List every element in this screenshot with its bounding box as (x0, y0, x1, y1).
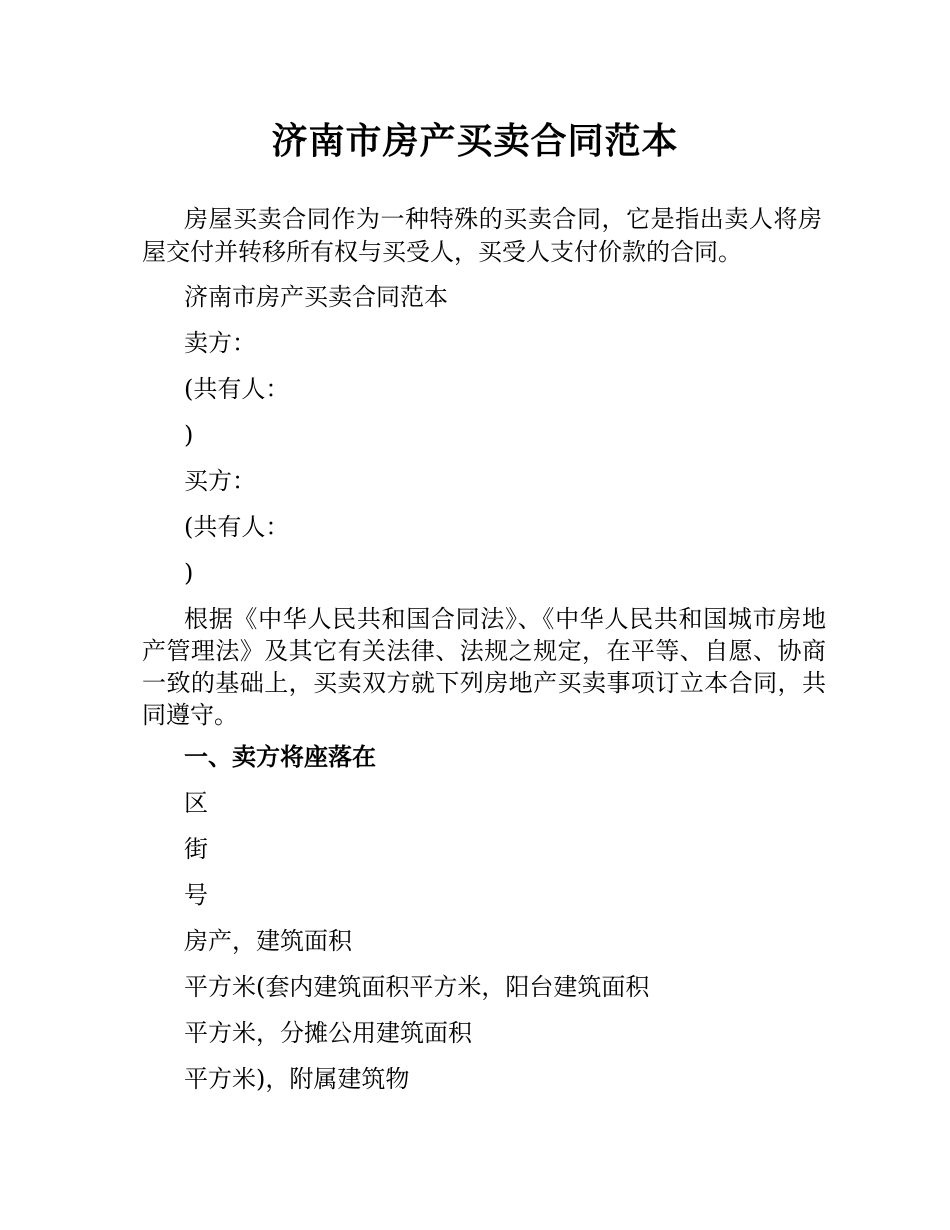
section-1-line: 街 (184, 835, 208, 863)
seller-coowner-label: (共有人： (184, 375, 290, 403)
contract-subtitle: 济南市房产买卖合同范本 (184, 283, 448, 311)
intro-paragraph: 房屋买卖合同作为一种特殊的买卖合同，它是指出卖人将房屋交付并转移所有权与买受人，买受人支付价款的合同。 (142, 205, 822, 266)
seller-coowner-close: ) (184, 421, 194, 449)
section-1-line: 房产，建筑面积 (184, 927, 352, 955)
section-1-line: 平方米，分摊公用建筑面积 (184, 1019, 472, 1047)
section-1-line: 号 (184, 881, 208, 909)
section-1-line: 区 (184, 789, 208, 817)
section-1-line: 平方米)，附属建筑物 (184, 1065, 410, 1093)
buyer-label: 买方： (184, 467, 256, 495)
document-title: 济南市房产买卖合同范本 (271, 121, 679, 162)
section-1-line: 平方米(套内建筑面积平方米，阳台建筑面积 (184, 973, 650, 1001)
buyer-coowner-close: ) (184, 559, 194, 587)
buyer-coowner-label: (共有人： (184, 513, 290, 541)
legal-basis-paragraph: 根据《中华人民共和国合同法》、《中华人民共和国城市房地产管理法》及其它有关法律、法规之规定，在平等、自愿、协商一致的基础上，买卖双方就下列房地产买卖事项订立本合同，共同遵守。 (142, 605, 826, 729)
seller-label: 卖方： (184, 329, 256, 357)
section-1-heading: 一、卖方将座落在 (184, 743, 376, 771)
